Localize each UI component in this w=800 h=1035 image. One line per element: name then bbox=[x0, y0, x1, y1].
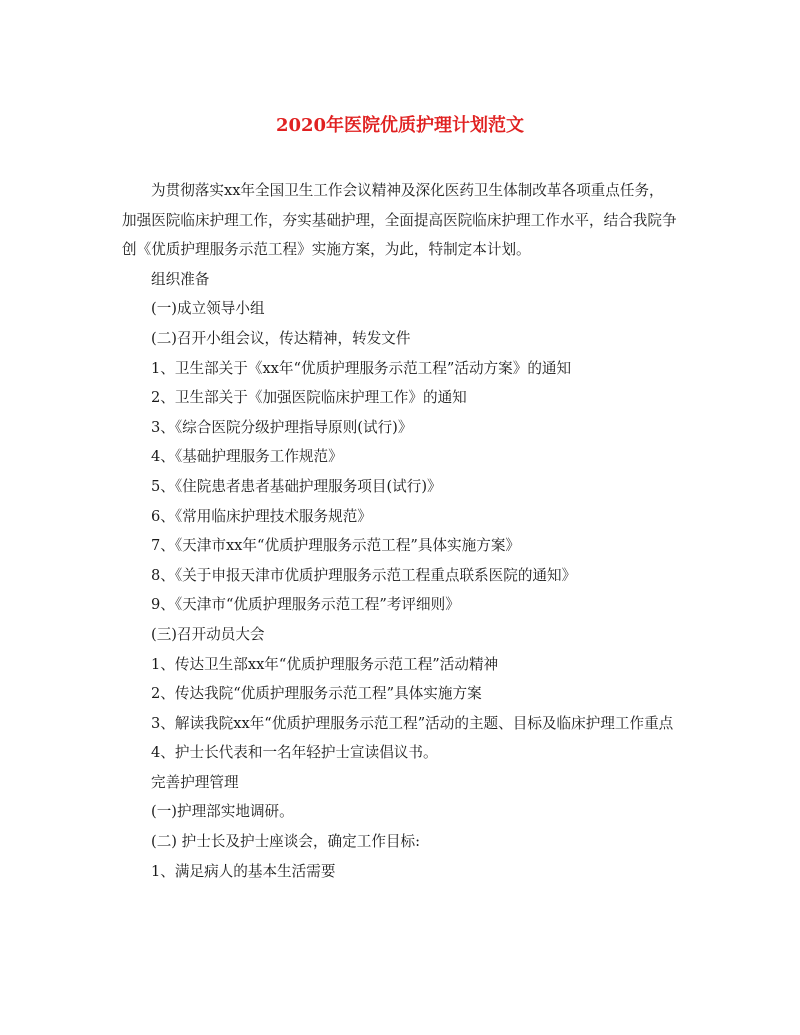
document-title: 2020年医院优质护理计划范文 bbox=[275, 115, 525, 136]
list-item: (二)召开小组会议，传达精神，转发文件 bbox=[151, 329, 411, 347]
list-item: 8、《关于申报天津市优质护理服务示范工程重点联系医院的通知》 bbox=[151, 566, 577, 584]
list-item: (二) 护士长及护士座谈会，确定工作目标: bbox=[151, 833, 421, 851]
section-heading-management: 完善护理管理 bbox=[151, 773, 239, 791]
list-item: 2、传达我院“优质护理服务示范工程”具体实施方案 bbox=[151, 685, 482, 703]
document-body bbox=[122, 176, 678, 886]
list-item: 4、《基础护理服务工作规范》 bbox=[151, 448, 343, 466]
list-item: 2、卫生部关于《加强医院临床护理工作》的通知 bbox=[151, 389, 467, 407]
list-item: 1、传达卫生部xx年“优质护理服务示范工程”活动精神 bbox=[151, 655, 499, 673]
list-item: 7、《天津市xx年“优质护理服务示范工程”具体实施方案》 bbox=[151, 537, 521, 555]
list-item: 5、《住院患者患者基础护理服务项目(试行)》 bbox=[151, 477, 442, 495]
list-item: 6、《常用临床护理技术服务规范》 bbox=[151, 507, 372, 525]
list-item: 1、卫生部关于《xx年“优质护理服务示范工程”活动方案》的通知 bbox=[151, 359, 572, 377]
list-item: (一)护理部实地调研。 bbox=[151, 803, 294, 821]
list-item: 9、《天津市“优质护理服务示范工程”考评细则》 bbox=[151, 596, 460, 614]
list-item: 4、护士长代表和一名年轻护士宣读倡议书。 bbox=[151, 744, 438, 762]
section-heading-organization: 组织准备 bbox=[151, 270, 210, 288]
list-item: (三)召开动员大会 bbox=[151, 625, 265, 643]
list-item: 3、解读我院xx年“优质护理服务示范工程”活动的主题、目标及临床护理工作重点 bbox=[151, 714, 674, 732]
list-item: (一)成立领导小组 bbox=[151, 300, 265, 318]
intro-paragraph: 为贯彻落实xx年全国卫生工作会议精神及深化医药卫生体制改革各项重点任务，加强医院临床护理工作，夯实基础护理，全面提高医院临床护理工作水平，结合我院争创《优质护理服务示范工程》实施方案，为此，特制定本计划。 bbox=[122, 182, 677, 259]
list-item: 3、《综合医院分级护理指导原则(试行)》 bbox=[151, 418, 413, 436]
list-item: 1、满足病人的基本生活需要 bbox=[151, 862, 336, 880]
